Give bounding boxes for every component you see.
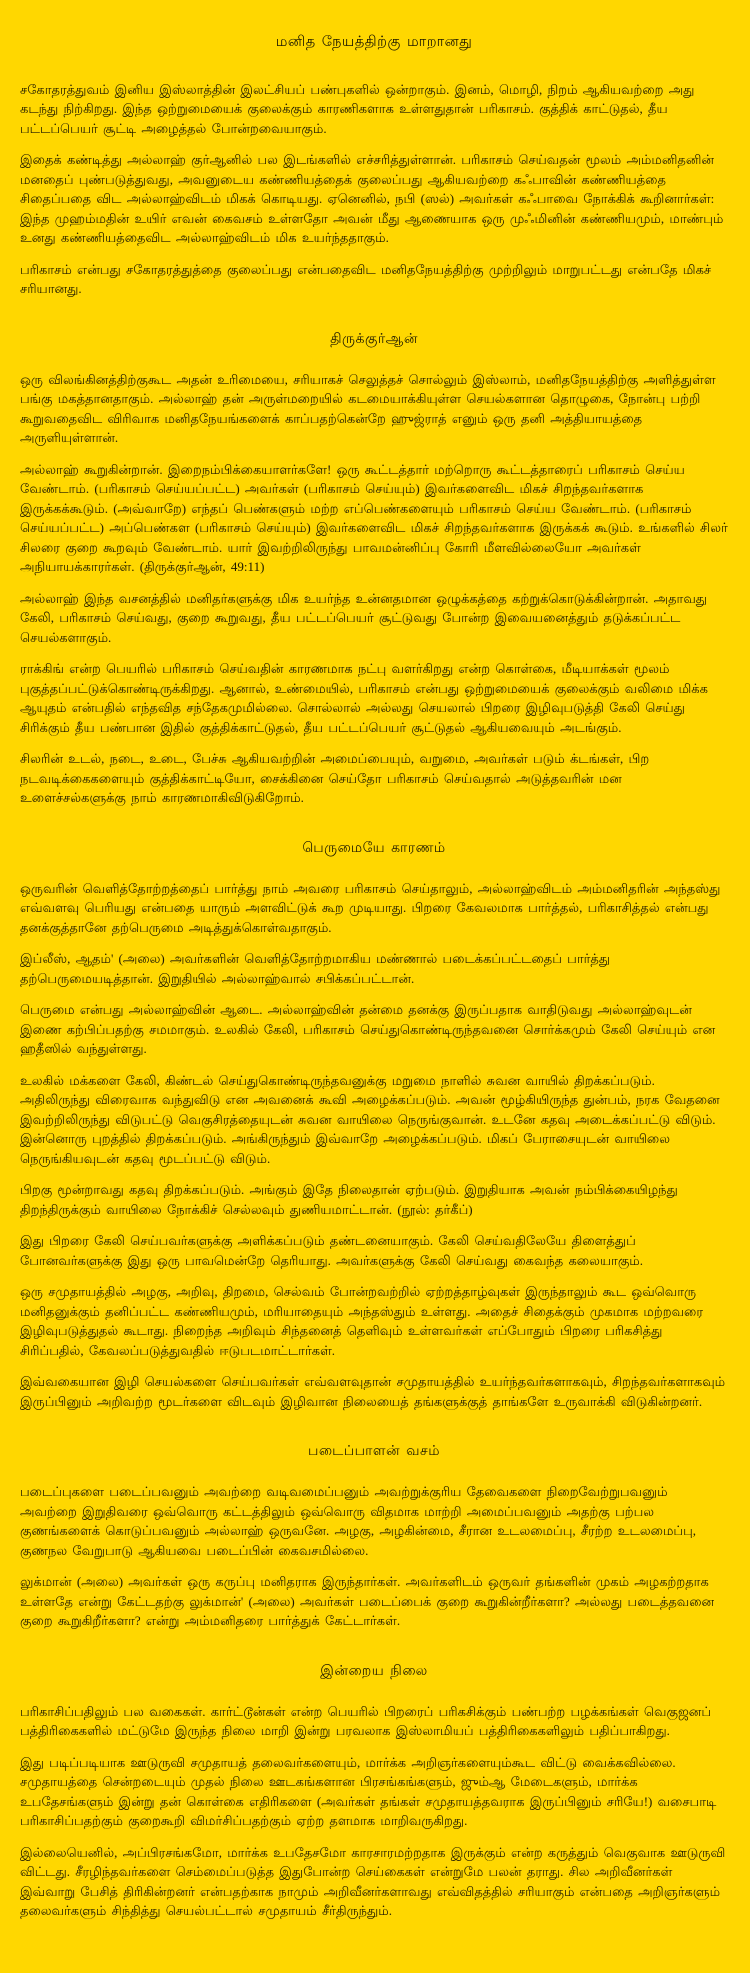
section-heading-thirukkuran: திருக்குர்ஆன் — [330, 331, 418, 347]
paragraph: அல்லாஹ் இந்த வசனத்தில் மனிதர்களுக்கு மிக உயர்ந்த உன்னதமான ஒழுக்கத்தை கற்றுக்கொடுக்கின்றான். அதாவது கேலி, பரிகாசம் செய்வது, குறை கூறுவது, தீய பட்டப்பெயர் சூட்டுவது போன்ற இவையனைத்தும் தடுக்கப்பட்ட செயல்களாகும். — [20, 590, 708, 645]
paragraph: அல்லாஹ் கூறுகின்றான். இறைநம்பிக்கையாளர்களே! ஒரு கூட்டத்தார் மற்றொரு கூட்டத்தாரைப் பரிகாசம் செய்ய வேண்டாம். (பரிகாசம் செய்யப்பட்ட) அவர்கள் (பரிகாசம் செய்யும்) இவர்களைவிட மிகச் சிறந்தவர்களாக இருக்கக்கூடும். (அவ்வாறே) எந்தப் பெண்களும் மற்ற எப்பெண்களையும் பரிகாசம் செய்ய வேண்டாம். (பரிகாசம் செய்யப்பட்ட) அப்பெண்கள (பரிகாசம் செய்யும்) இவர்களைவிட மிகச் சிறந்தவர்களாக இருக்கக் கூடும். உங்களில் சிலர் சிலரை குறை கூறவும் வேண்டாம். யார் இவற்றிலிருந்து பாவமன்னிப்பு கோரி மீளவில்லையோ அவர்கள் அநியாயக்காரர்கள். (திருக்குர்ஆன், 49:11) — [20, 461, 728, 575]
paragraph: இவ்வகையான இழி செயல்களை செய்பவர்கள் எவ்வளவுதான் சமுதாயத்தில் உயர்ந்தவர்களாகவும், சிறந்தவர்களாகவும் இருப்பினும் அறிவற்ற மூடர்களை விடவும் இழிவான நிலையைத் தங்களுக்குத் தாங்களே உருவாக்கி விடுகின்றனர். — [20, 1374, 726, 1409]
paragraph: படைப்புகளை படைப்பவனும் அவற்றை வடிவமைப்பனும் அவற்றுக்குரிய தேவைகளை நிறைவேற்றுபவனும் அவற்றை இறுதிவரை ஒவ்வொரு கட்டத்திலும் ஒவ்வொரு விதமாக மாற்றி அமைப்பவனும் அதற்கு பற்பல குணங்களைக் கொடுப்பவனும் அல்லாஹ் ஒருவனே. அழகு, அழகின்மை, சீரான உடலமைப்பு, சீரற்ற உடலமைப்பு, குணநல வேறுபாடு ஆகியவை படைப்பின் கைவசமில்லை. — [20, 1484, 697, 1558]
paragraph: பிறகு மூன்றாவது கதவு திறக்கப்படும். அங்கும் இதே நிலைதான் ஏற்படும். இறுதியாக அவன் நம்பிக்கையிழந்து திறந்திருக்கும் வாயிலை நோக்கிச் செல்லவும் துணியமாட்டான். (நூல்: தர்கீப்) — [20, 1182, 678, 1217]
paragraph: பரிகாசிப்பதிலும் பல வகைகள். கார்ட்டூன்கள் என்ற பெயரில் பிறரைப் பரிகசிக்கும் பண்பற்ற பழக்கங்கள் வெகுஜனப் பத்திரிகைகளில் மட்டுமே இருந்த நிலை மாறி இன்று பரவலாக இஸ்லாமியப் பத்திரிகைகளிலும் பதிப்பாகிறது. — [20, 1703, 712, 1739]
paragraph: இப்லீஸ், ஆதம்' (அலை) அவர்களின் வெளித்தோற்றமாகிய மண்ணால் படைக்கப்பட்டதைப் பார்த்து தற்பெருமையடித்தான். இறுதியில் அல்லாஹ்வால் சபிக்கப்பட்டான். — [20, 951, 611, 986]
paragraph: ராக்கிங் என்ற பெயரில் பரிகாசம் செய்வதின் காரணமாக நட்பு வளர்கிறது என்ற கொள்கை, மீடியாக்கள் மூலம் புகுத்தப்பட்டுக்கொண்டிருக்கிறது. ஆனால், உண்மையில், பரிகாசம் என்பது ஒற்றுமையைக் குலைக்கும் வலிமை மிக்க ஆயுதம் என்பதில் எந்தவித சந்தேகமுமில்லை. சொல்லால் அல்லது செயலால் பிறரை இழிவுபடுத்தி கேலி செய்து சிரிக்கும் தீய பண்பான இதில் குத்திக்காட்டுதல், தீய பட்டப்பெயர் சூட்டுதல் ஆகியவையும் அடங்கும். — [20, 661, 708, 735]
paragraph: லுக்மான் (அலை) அவர்கள் ஒரு கருப்பு மனிதராக இருந்தார்கள். அவர்களிடம் ஒருவர் தங்களின் முகம் அழகற்றதாக உள்ளதே என்று கேட்டதற்கு லுக்மான்' (அலை) அவர்கள் படைப்பைக் குறை கூறுகின்றீர்களா? அல்லது படைத்தவனை குறை கூறுகிறீர்களா? என்று அம்மனிதரை பார்த்துக் கேட்டார்கள். — [20, 1574, 715, 1629]
paragraph: ஒரு சமுதாயத்தில் அழகு, அறிவு, திறமை, செல்வம் போன்றவற்றில் ஏற்றத்தாழ்வுகள் இருந்தாலும் கூட ஒவ்வொரு மனிதனுக்கும் தனிப்பட்ட கண்ணியமும், மரியாதையும் அந்தஸ்தும் உள்ளது. அதைச் சிதைக்கும் முகமாக மற்றவரை இழிவுபடுத்துதல் கூடாது. நிறைந்த அறிவும் சிந்தனைத் தெளிவும் உள்ளவர்கள் எப்போதும் பிறரை பரிகசித்து சிரிப்பதில், கேவலப்படுத்துவதில் ஈடுபடமாட்டார்கள். — [20, 1284, 704, 1358]
paragraph: ஒருவரின் வெளித்தோற்றத்தைப் பார்த்து நாம் அவரை பரிகாசம் செய்தாலும், அல்லாஹ்விடம் அம்மனிதரின் அந்தஸ்து எவ்வளவு பெரியது என்பதை யாரும் அளவிட்டுக் கூற முடியாது. பிறரை கேவலமாக பார்த்தல், பரிகாசித்தல் என்பது தனக்குத்தானே தற்பெருமை அடித்துக்கொள்வதாகும். — [20, 880, 721, 935]
paragraph: இது பிறரை கேலி செய்பவர்களுக்கு அளிக்கப்படும் தண்டனையாகும். கேலி செய்வதிலேயே திளைத்துப் போனவர்களுக்கு இது ஒரு பாவமென்றே தெரியாது. அவர்களுக்கு கேலி செய்வது கைவந்த கலையாகும். — [20, 1233, 644, 1268]
paragraph: சகோதரத்துவம் இனிய இஸ்லாத்தின் இலட்சியப் பண்புகளில் ஒன்றாகும். இனம், மொழி, நிறம் ஆகியவற்றை அது கடந்து நிற்கிறது. இந்த ஒற்றுமையைக் குலைக்கும் காரணிகளாக உள்ளதுதான் பரிகாசம். குத்திக் காட்டுதல், தீய பட்டப்பெயர் சூட்டி அழைத்தல் போன்றவையாகும். — [20, 81, 695, 136]
paragraph: பரிகாசம் என்பது சகோதரத்துத்தை குலைப்பது என்பதைவிட மனிதநேயத்திற்கு முற்றிலும் மாறுபட்டது என்பதே மிகச் சரியானது. — [20, 261, 712, 297]
paragraph: உலகில் மக்களை கேலி, கிண்டல் செய்துகொண்டிருந்தவனுக்கு மறுமை நாளில் சுவன வாயில் திறக்கப்படும். அதிலிருந்து விரைவாக வந்துவிடு என அவனைக் கூவி அழைக்கப்படும். அவன் மூழ்கியிருந்த துன்பம், நரக வேதனை இவற்றிலிருந்து விடுபட்டு வெகுசிரத்தையுடன் சுவன வாயிலை நெருங்குவான். உடனே கதவு அடைக்கப்பட்டு விடும். இன்னொரு புறத்தில் திறக்கப்படும். அங்கிருந்தும் இவ்வாறே அழைக்கப்படும். மிகப் பேராசையுடன் வாயிலை நெருங்கியவுடன் கதவு மூடப்பட்டு விடும். — [20, 1072, 720, 1166]
section-heading-perumaiye-karanam: பெருமையே காரணம் — [302, 840, 446, 856]
page-title: மனித நேயத்திற்கு மாறானது — [275, 34, 473, 50]
paragraph: இது படிப்படியாக ஊடுருவி சமுதாயத் தலைவர்களையும், மார்க்க அறிஞர்களையும்கூட விட்டு வைக்கவில்லை. சமுதாயத்தை சென்றடையும் முதல் நிலை ஊடகங்களான பிரசங்கங்களும், ஜும்ஆ மேடைகளும், மார்க்க உபதேசங்களும் இன்று தன் கொள்கை எதிரிகளை (அவர்கள் தங்கள் சமுதாயத்தவராக இருப்பினும் சரியே!) வசைபாடி பரிகாசிப்பதற்கும் குறைகூறி விமர்சிப்பதற்கும் ஏற்ற தளமாக மாறிவருகிறது. — [20, 1754, 717, 1829]
section-heading-padaippalan-vasam: படைப்பாளன் வசம் — [307, 1444, 441, 1460]
paragraph: பெருமை என்பது அல்லாஹ்வின் ஆடை. அல்லாஹ்வின் தன்மை தனக்கு இருப்பதாக வாதிடுவது அல்லாஹ்வுடன் இணை கற்பிப்பதற்கு சமமாகும். உலகில் கேலி, பரிகாசம் செய்துகொண்டிருந்தவனை சொர்க்கமும் கேலி செய்யும் என ஹதீஸில் வந்துள்ளது. — [20, 1002, 716, 1057]
paragraph: இல்லையெனில், அப்பிரசங்கமோ, மார்க்க உபதேசமோ காரசாரமற்றதாக இருக்கும் என்ற கருத்தும் வெகுவாக ஊடுருவி விட்டது. சீரழிந்தவர்களை செம்மைப்படுத்த இதுபோன்ற செய்கைகள் என்றுமே பலன் தராது. சில அறிவீனர்கள் இவ்வாறு பேசித் திரிகின்றனர் என்பதற்காக நாமும் அறிவீனர்களாவது எவ்விதத்தில் சரியாகும் என்பதை அறிஞர்களும் தலைவர்களும் சிந்தித்து செயல்பட்டால் சமுதாயம் சீர்திருந்தும். — [20, 1844, 726, 1919]
paragraph: இதைக் கண்டித்து அல்லாஹ் குர்ஆனில் பல இடங்களில் எச்சரித்துள்ளான். பரிகாசம் செய்வதன் மூலம் அம்மனிதனின் மனதைப் புண்படுத்துவது, அவனுடைய கண்ணியத்தைக் குலைப்பது ஆகியவற்றை கஃபாவின் கண்ணியத்தை சிதைப்பதை விட அல்லாஹ்விடம் மிகக் கொடியது. ஏனெனில், நபி (ஸல்) அவர்கள் கஃபாவை நோக்கிக் கூறினார்கள்: இந்த முஹம்மதின் உயிர் எவன் கைவசம் உள்ளதோ அவன் மீது ஆணையாக ஒரு முஃமினின் கண்ணியமும், மாண்பும் உனது கண்ணியத்தைவிட அல்லாஹ்விடம் மிக உயர்ந்ததாகும். — [20, 152, 724, 246]
paragraph: ஒரு விலங்கினத்திற்குகூட அதன் உரிமையை, சரியாகச் செலுத்தச் சொல்லும் இஸ்லாம், மனிதநேயத்திற்கு அளித்துள்ள பங்கு மகத்தானதாகும். அல்லாஹ் தன் அருள்மறையில் கடமையாக்கியுள்ள செயல்களான தொழுகை, நோன்பு பற்றி கூறுவதைவிட விரிவாக மனிதநேயங்களைக் காப்பதற்கென்றே ஹுஜ்ராத் எனும் ஒரு தனி அத்தியாயத்தை அருளியுள்ளான். — [20, 371, 716, 446]
paragraph: சிலரின் உடல், நடை, உடை, பேச்சு ஆகியவற்றின் அமைப்பையும், வறுமை, அவர்கள் படும் க்டங்கள், பிற நடவடிக்கைகளையும் குத்திக்காட்டியோ, சைக்கினை செய்தோ பரிகாசம் செய்வதால் அடுத்தவரின் மன உளைச்சல்களுக்கு நாம் காரணமாகிவிடுகிறோம். — [20, 751, 650, 806]
section-heading-indraiya-nilai: இன்றைய நிலை — [320, 1663, 428, 1679]
